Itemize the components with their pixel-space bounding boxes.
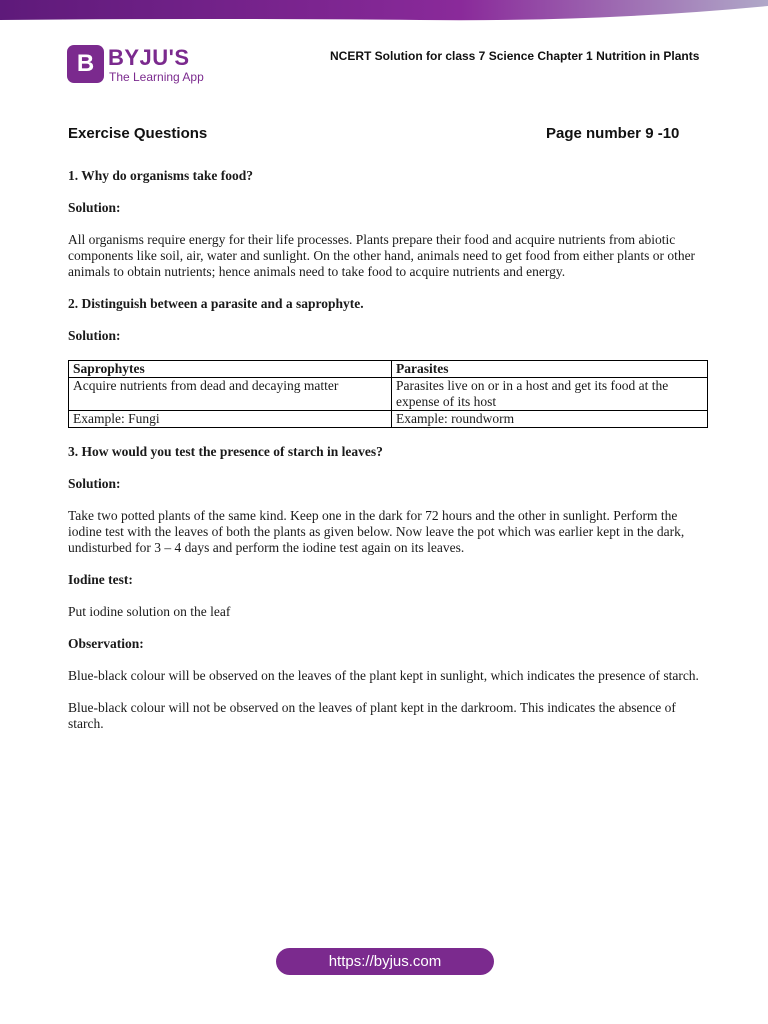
answer-1: All organisms require energy for their life processes. Plants prepare their food and acquire nutrients from abiotic components like soil, air, water and sunlight. On the other hand, animals need to get food from either plants or other animals to obtain nutrients; hence animals need to take food to acquire nutrients and energy. <box>68 232 696 279</box>
logo-name: BYJU'S <box>108 45 190 70</box>
solution-label-1: Solution: <box>68 200 121 215</box>
table-cell: Acquire nutrients from dead and decaying matter <box>69 378 392 411</box>
exercise-heading: Exercise Questions <box>68 125 208 142</box>
page-number: Page number 9 -10 <box>546 125 680 142</box>
observation-1: Blue-black colour will be observed on the leaves of the plant kept in sunlight, which indicates the presence of starch. <box>68 668 699 683</box>
question-3: 3. How would you test the presence of starch in leaves? <box>68 444 383 459</box>
document-title: NCERT Solution for class 7 Science Chapter 1 Nutrition in Plants <box>330 49 700 63</box>
table-header-cell: Parasites <box>392 361 708 378</box>
comparison-table <box>68 360 708 428</box>
observation-label: Observation: <box>68 636 144 651</box>
byjus-logo <box>67 45 207 87</box>
logo-badge <box>67 45 104 83</box>
table-cell: Example: roundworm <box>392 411 708 428</box>
table-cell: Example: Fungi <box>69 411 392 428</box>
document-body <box>68 168 708 732</box>
solution-label-3: Solution: <box>68 476 121 491</box>
answer-3: Take two potted plants of the same kind. Keep one in the dark for 72 hours and the other in sunlight. Perform the iodine test with the leaves of both the plants as given below. Now leave the pot which was earlier kept in the dark, undisturbed for 3 – 4 days and perform the iodine test again on its leaves. <box>68 508 685 555</box>
logo-letter: B <box>76 50 95 77</box>
table-header-row <box>69 361 708 378</box>
observation-2: Blue-black colour will not be observed on the leaves of plant kept in the darkroom. This indicates the absence of starch. <box>68 700 676 731</box>
question-2: 2. Distinguish between a parasite and a saprophyte. <box>68 296 364 311</box>
top-decorative-band <box>0 0 768 22</box>
logo-tagline: The Learning App <box>109 70 204 84</box>
iodine-test-label: Iodine test: <box>68 572 133 587</box>
table-header-cell: Saprophytes <box>69 361 392 378</box>
iodine-test-text: Put iodine solution on the leaf <box>68 604 231 619</box>
question-1: 1. Why do organisms take food? <box>68 168 254 183</box>
footer-url-pill[interactable] <box>276 948 494 975</box>
table-row <box>69 411 708 428</box>
solution-label-2: Solution: <box>68 328 121 343</box>
footer-url[interactable]: https://byjus.com <box>328 953 442 970</box>
table-cell: Parasites live on or in a host and get its food at the expense of its host <box>392 378 708 411</box>
table-row <box>69 378 708 411</box>
